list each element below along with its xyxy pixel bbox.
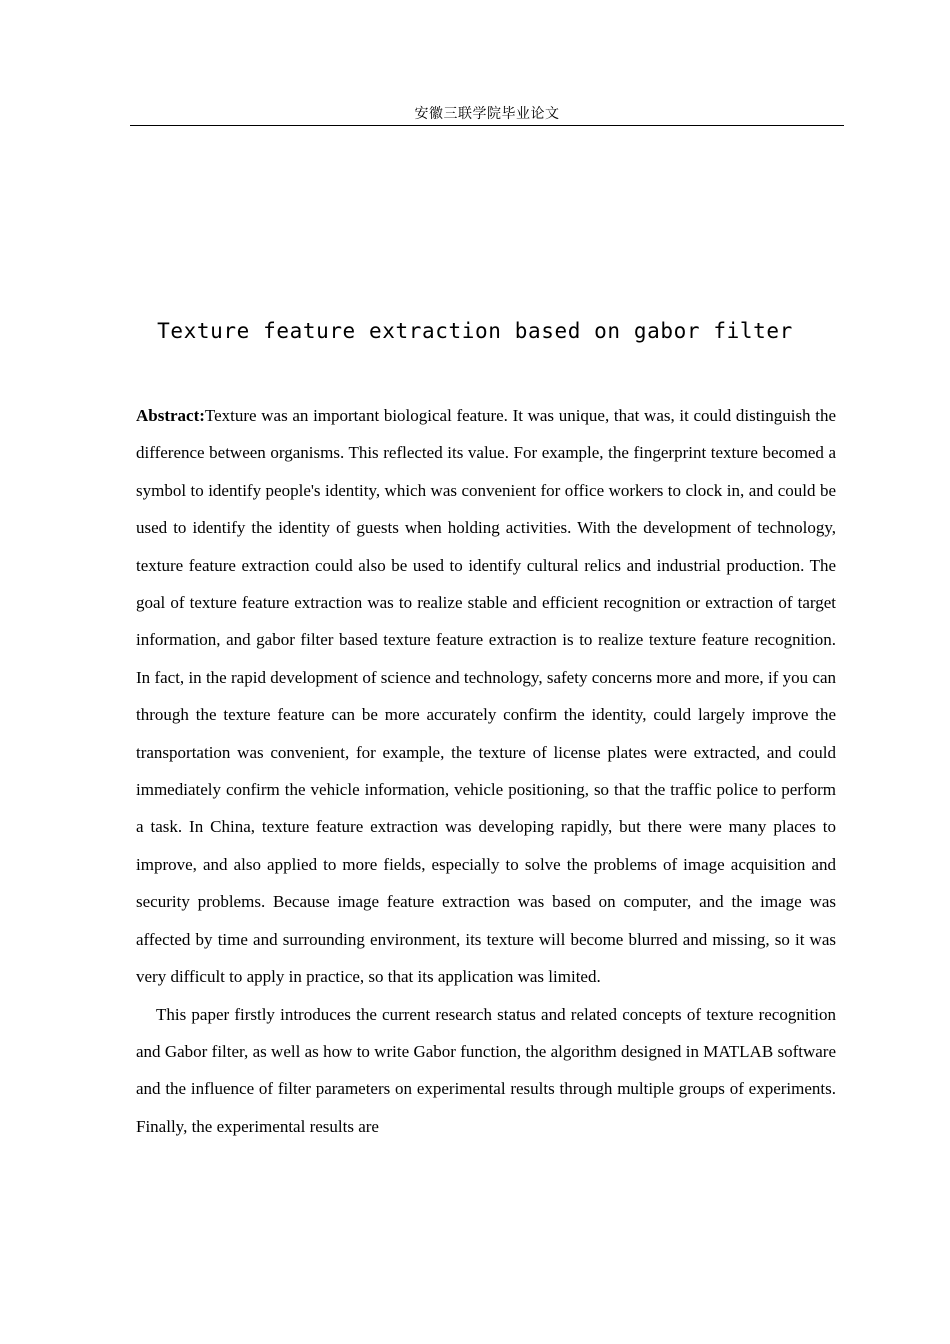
abstract-section bbox=[136, 397, 836, 1145]
abstract-paragraph-2: This paper firstly introduces the current research status and related concepts of texture recognition and Gabor filter, as well as how to write Gabor function, the algorithm designed in MATLAB software and the influence of filter parameters on experimental results through multiple groups of experiments. Finally, the experimental results are bbox=[136, 1004, 836, 1136]
paper-title: Texture feature extraction based on gabor filter bbox=[157, 319, 793, 343]
abstract-label: Abstract: bbox=[136, 406, 205, 425]
page-header bbox=[130, 104, 844, 126]
abstract-text-1: Texture was an important biological feature. It was unique, that was, it could distinguish the difference between organisms. This reflected its value. For example, the fingerprint texture becomed a symbol to identify people's identity, which was convenient for office workers to clock in, and could be used to identify the identity of guests when holding activities. With the development of technology, texture feature extraction could also be used to identify cultural relics and industrial production. The goal of texture feature extraction was to realize stable and efficient recognition or extraction of target information, and gabor filter based texture feature extraction is to realize texture feature recognition. In fact, in the rapid development of science and technology, safety concerns more and more, if you can through the texture feature can be more accurately confirm the identity, could largely improve the transportation was convenient, for example, the texture of license plates were extracted, and could immediately confirm the vehicle information, vehicle positioning, so that the traffic police to perform a task. In China, texture feature extraction was developing rapidly, but there were many places to improve, and also applied to more fields, especially to solve the problems of image acquisition and security problems. Because image feature extraction was based on computer, and the image was affected by time and surrounding environment, its texture will become blurred and missing, so it was very difficult to apply in practice, so that its application was limited. bbox=[136, 406, 836, 987]
abstract-paragraph-1 bbox=[136, 397, 836, 996]
running-title: 安徽三联学院毕业论文 bbox=[414, 106, 560, 122]
